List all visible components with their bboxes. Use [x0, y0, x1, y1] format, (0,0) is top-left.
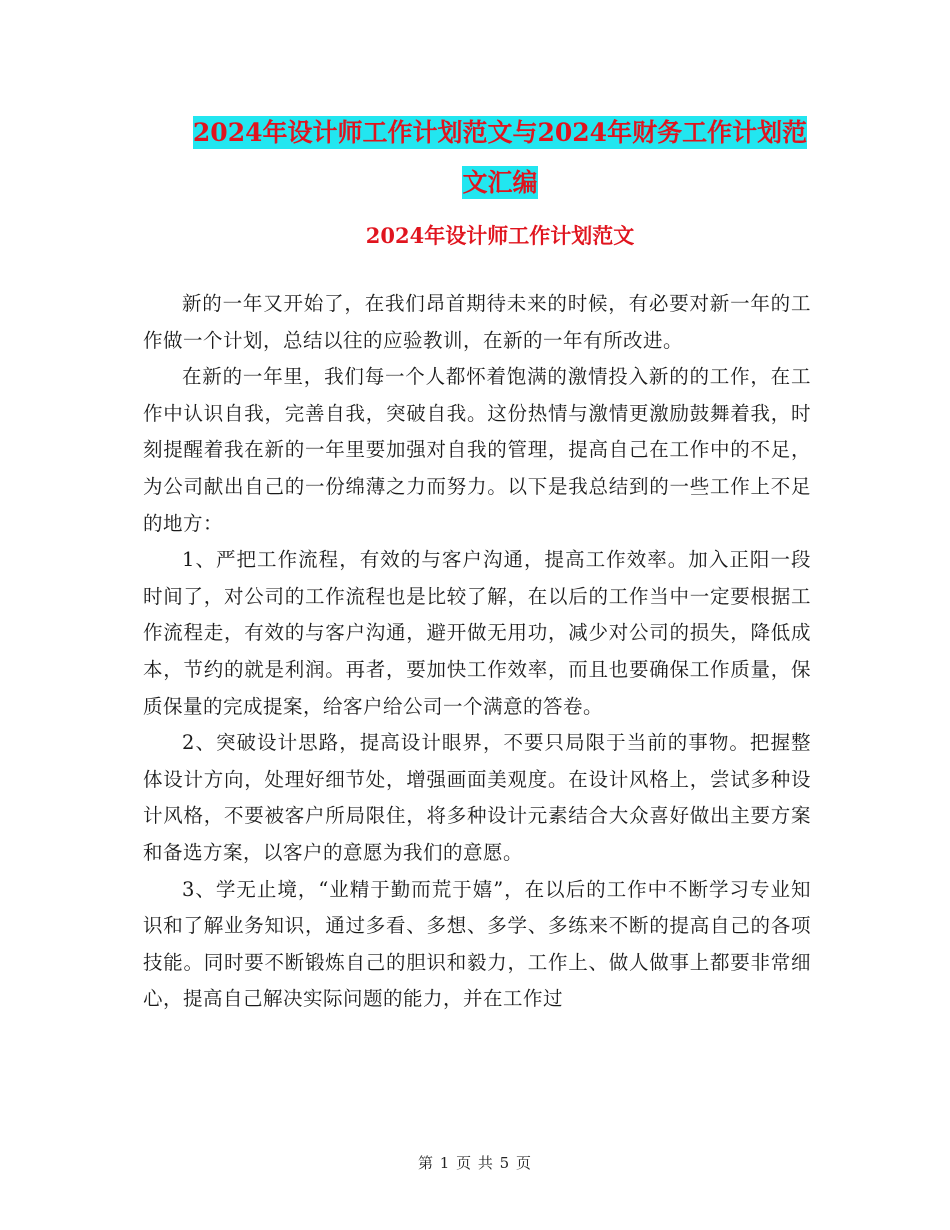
document-title-line-1: 2024年设计师工作计划范文与2024年财务工作计划范 — [192, 118, 808, 147]
paragraph-4: 2、突破设计思路，提高设计眼界，不要只局限于当前的事物。把握整体设计方向，处理好细节处，增强画面美观度。在设计风格上，尝试多种设计风格，不要被客户所局限住，将多种设计元素结合大众喜好做出主要方案和备选方案，以客户的意愿为我们的意愿。 — [143, 731, 811, 864]
document-title-line-2: 文汇编 — [462, 168, 538, 197]
section-title: 2024年设计师工作计划范文 — [365, 223, 635, 248]
paragraph-2: 在新的一年里，我们每一个人都怀着饱满的激情投入新的的工作，在工作中认识自我，完善自我，突破自我。这份热情与激情更激励鼓舞着我，时刻提醒着我在新的一年里要加强对自我的管理，提高自己在工作中的不足，为公司献出自己的一份绵薄之力而努力。以下是我总结到的一些工作上不足的地方： — [143, 365, 811, 535]
paragraph-1: 新的一年又开始了，在我们昂首期待未来的时候，有必要对新一年的工作做一个计划，总结以往的应验教训，在新的一年有所改进。 — [143, 292, 811, 352]
document-title — [120, 108, 880, 208]
body-text — [143, 286, 811, 1018]
paragraph-5: 3、学无止境，“业精于勤而荒于嬉”，在以后的工作中不断学习专业知识和了解业务知识，通过多看、多想、多学、多练来不断的提高自己的各项技能。同时要不断锻炼自己的胆识和毅力，工作上、做人做事上都要非常细心，提高自己解决实际问题的能力，并在工作过 — [143, 877, 811, 1011]
page-footer: 第 1 页 共 5 页 — [418, 1154, 532, 1172]
paragraph-3: 1、严把工作流程，有效的与客户沟通，提高工作效率。加入正阳一段时间了，对公司的工作流程也是比较了解，在以后的工作当中一定要根据工作流程走，有效的与客户沟通，避开做无用功，减少对公司的损失，降低成本，节约的就是利润。再者，要加快工作效率，而且也要确保工作质量，保质保量的完成提案，给客户给公司一个满意的答卷。 — [143, 548, 811, 718]
